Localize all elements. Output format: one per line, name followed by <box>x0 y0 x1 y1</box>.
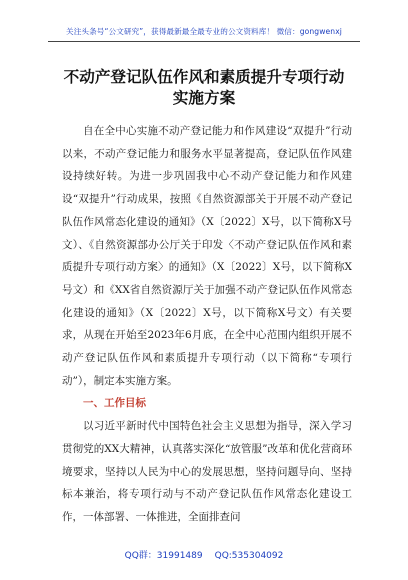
footer-qq: QQ:535304092 <box>214 551 284 561</box>
goals-paragraph: 以习近平新时代中国特色社会主义思想为指导，深入学习贯彻党的XX大精神，认真落实深化“放管服”改革和优化营商环境要求，坚持以人民为中心的发展思想，坚持问题导向、坚持标本兼治，将专项行动与不动产登记队伍作风常态化建设工作，一体部署、一体推进，全面排查问 <box>62 420 352 523</box>
header-banner: 关注头条号“公文研究”，获得最新最全最专业的公文资料库！ 微信：gongwenxj <box>66 26 342 36</box>
document-title-line1: 不动产登记队伍作风和素质提升专项行动 <box>63 68 345 86</box>
section-heading-goals: 一、工作目标 <box>83 397 146 410</box>
document-title-line2: 实施方案 <box>172 89 236 107</box>
intro-paragraph: 自在全中心实施不动产登记能力和作风建设“双提升”行动以来，不动产登记能力和服务水平显著提高，登记队伍作风建设持续好转。为进一步巩固我中心不动产登记能力和作风建设“双提升”行动成果，按照《自然资源部关于开展不动产登记队伍作风常态化建设的通知》（X〔2022〕X号，以下简称X号文）、《自然资源部办公厅关于印发〈不动产登记队伍作风和素质提升专项行动方案〉的通知》（X〔2022〕X号，以下简称X号文）和《XX省自然资源厅关于加强不动产登记队伍作风常态化建设的通知》（X〔2022〕X号，以下简称X号文）有关要求，从现在开始至2023年6月底，在全中心范围内组织开展不动产登记队伍作风和素质提升专项行动（以下简称“专项行动”），制定本实施方案。 <box>62 125 352 387</box>
footer-qq-group: QQ群：31991489 <box>124 551 203 561</box>
document-body <box>62 120 352 529</box>
footer-contact <box>0 548 408 561</box>
header-divider <box>48 41 360 42</box>
